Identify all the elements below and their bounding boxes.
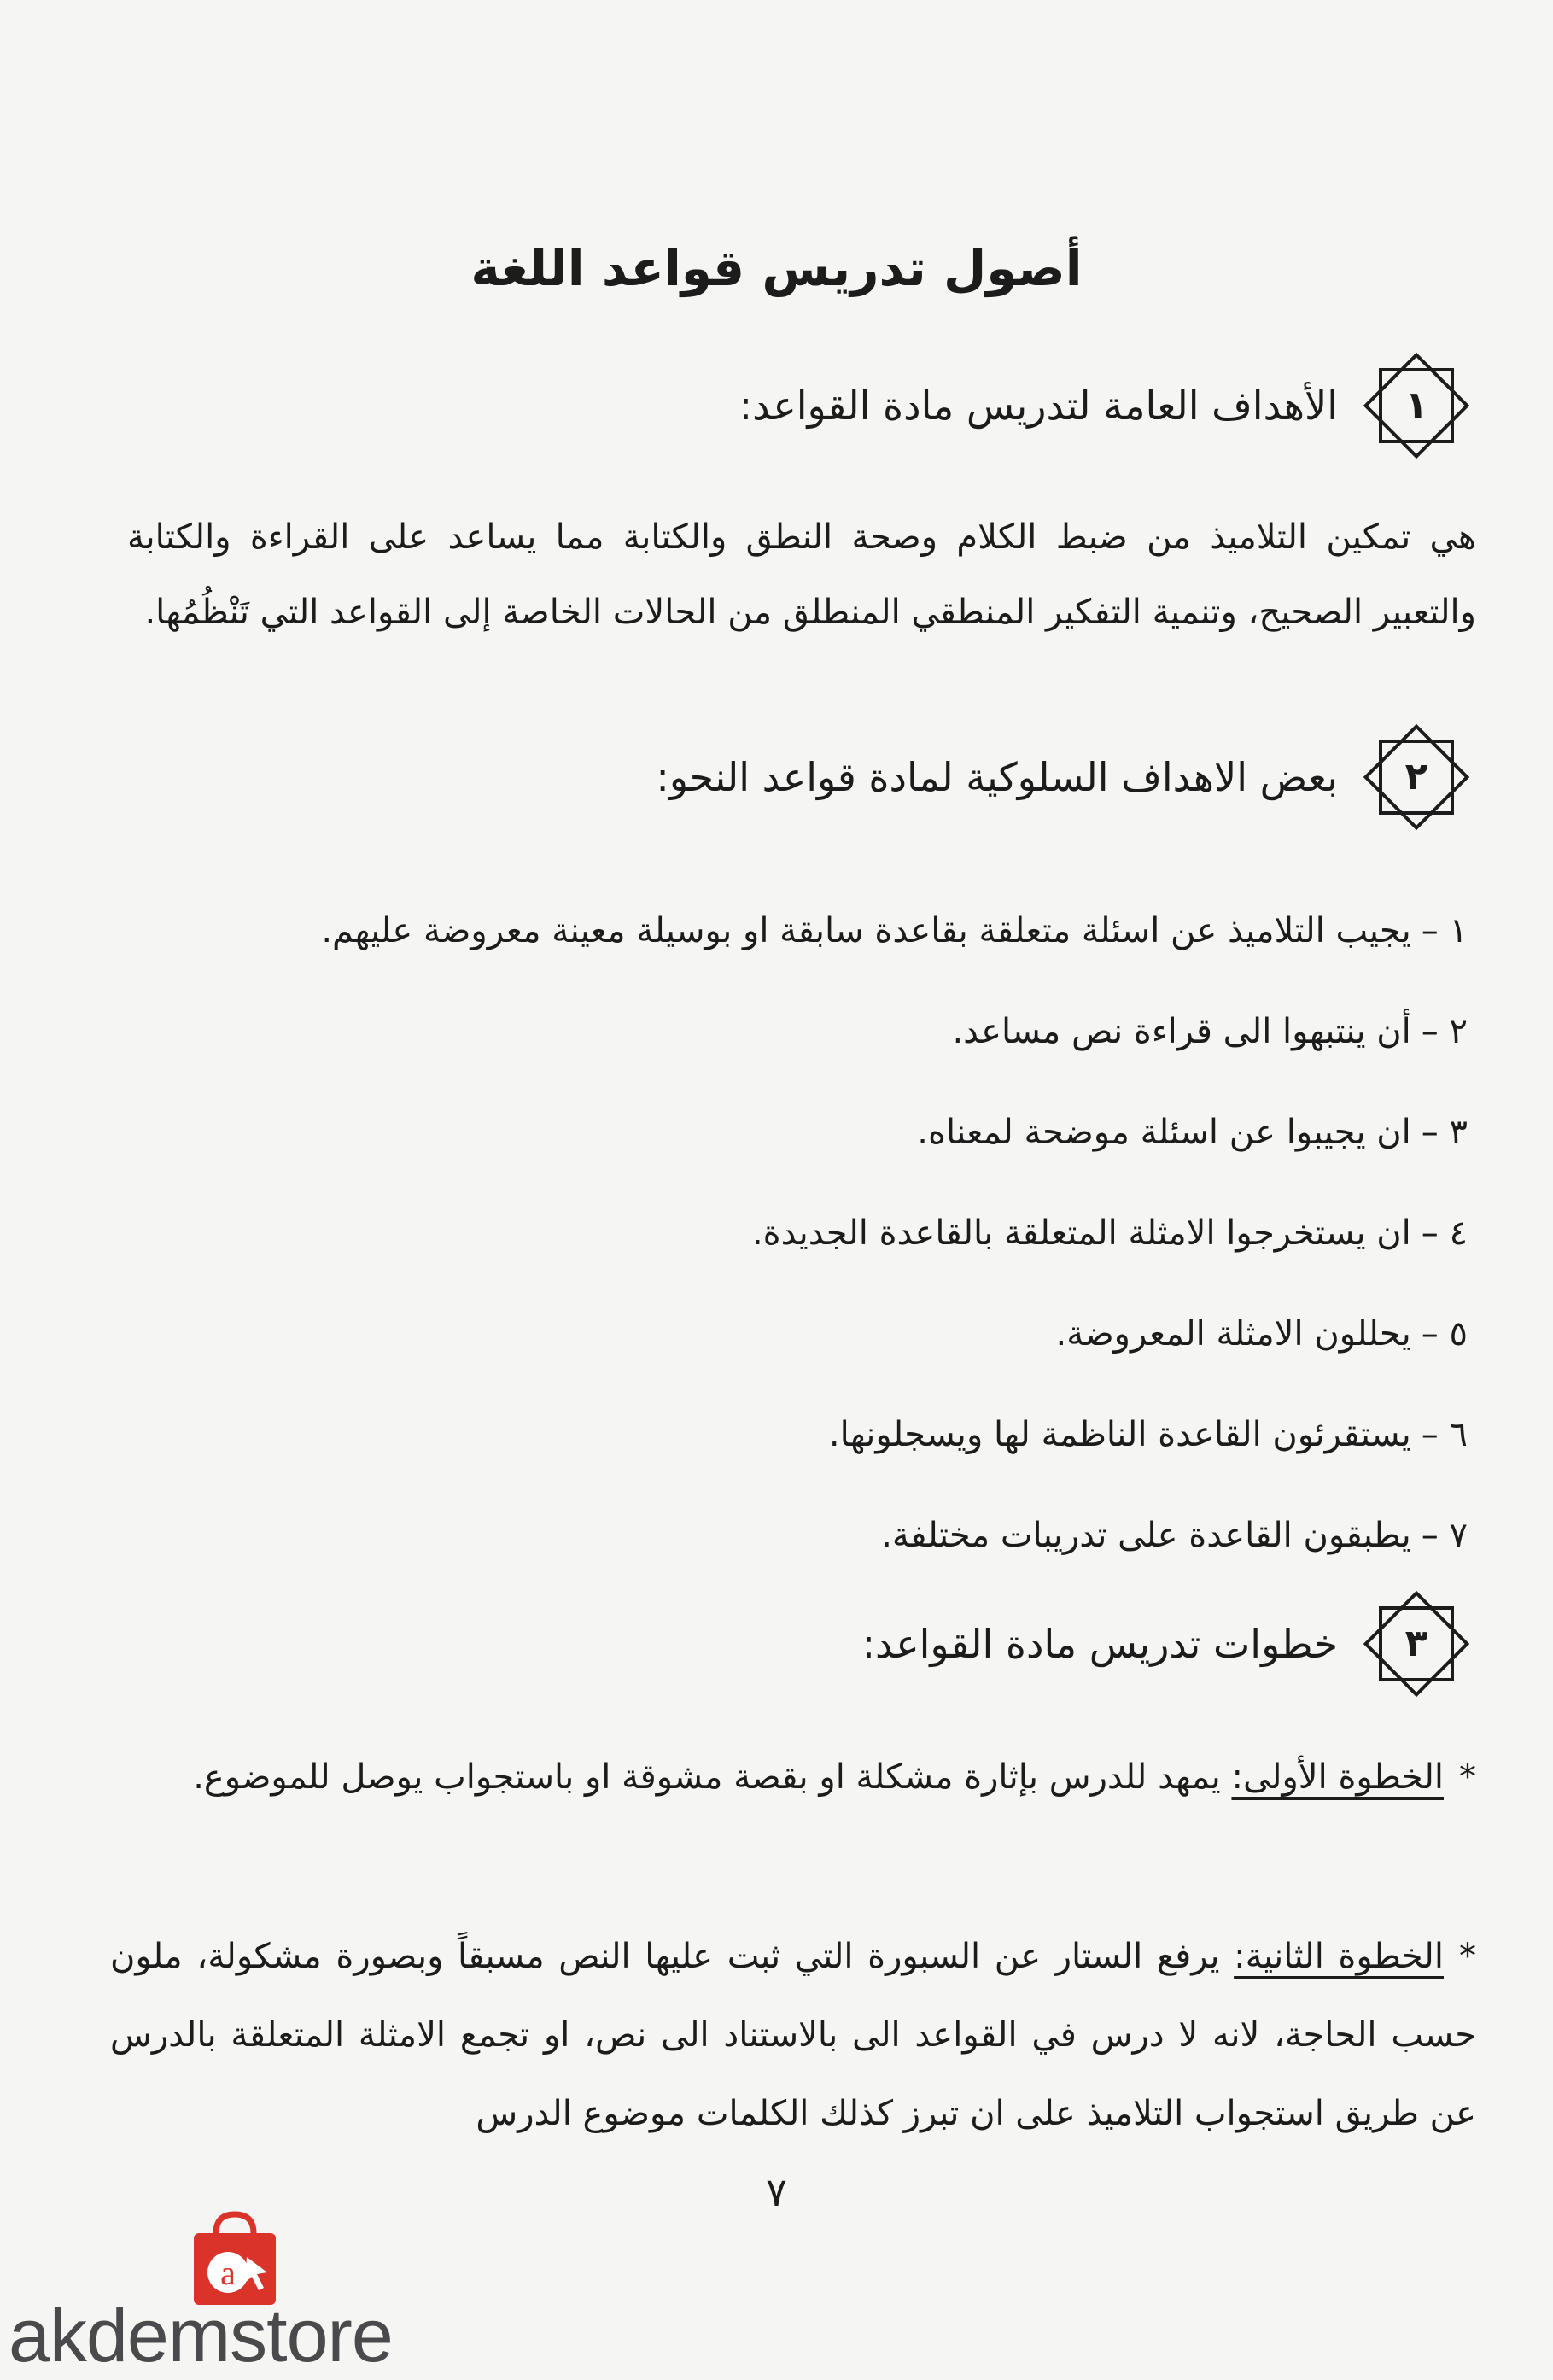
- bullet-star: *: [1459, 1937, 1476, 1976]
- section-1-paragraph: هي تمكين التلاميذ من ضبط الكلام وصحة النطق والكتابة مما يساعد على القراءة والكتابة والتعبير الصحيح، وتنمية التفكير المنطقي المنطلق من الحالات الخاصة إلى القواعد التي تَنْظُمُها.: [127, 518, 1476, 632]
- brand-wordmark: akdemstore: [9, 2293, 393, 2377]
- list-item: ٢ –أن ينتبهوا الى قراءة نص مساعد.: [952, 1012, 1468, 1051]
- akdemstore-watermark: [9, 2203, 487, 2377]
- step-label: الخطوة الثانية:: [1234, 1937, 1444, 1976]
- bullet-star: *: [1459, 1757, 1476, 1797]
- page-title: أصول تدريس قواعد اللغة: [470, 239, 1083, 297]
- step-1: [110, 1738, 1476, 1816]
- section-3-heading: [862, 1584, 1476, 1704]
- star-badge-icon: [1357, 1584, 1476, 1704]
- star-badge-icon: [1357, 346, 1476, 465]
- list-item: ٦ –يستقرئون القاعدة الناظمة لها ويسجلونها.: [828, 1415, 1468, 1454]
- section-3-number: ٣: [1404, 1622, 1428, 1665]
- svg-text:a: a: [220, 2254, 236, 2292]
- list-item: ٣ –ان يجيبوا عن اسئلة موضحة لمعناه.: [917, 1113, 1468, 1152]
- section-2-title: بعض الاهداف السلوكية لمادة قواعد النحو:: [656, 754, 1338, 800]
- step-label: الخطوة الأولى:: [1231, 1757, 1444, 1797]
- section-1-title: الأهداف العامة لتدريس مادة القواعد:: [739, 383, 1338, 429]
- list-item: ٧ –يطبقون القاعدة على تدريبات مختلفة.: [881, 1516, 1468, 1555]
- section-2-number: ٢: [1404, 755, 1428, 798]
- list-item: ٤ –ان يستخرجوا الامثلة المتعلقة بالقاعدة الجديدة.: [751, 1213, 1468, 1253]
- step-text: يمهد للدرس بإثارة مشكلة او بقصة مشوقة او باستجواب يوصل للموضوع.: [193, 1757, 1221, 1797]
- section-1-heading: [739, 346, 1476, 465]
- objectives-list: [187, 897, 1468, 1602]
- step-text: يرفع الستار عن السبورة التي ثبت عليها النص مسبقاً وبصورة مشكولة، ملون حسب الحاجة، لانه لا درس في القواعد الى بالاستناد الى نص، او تجمع الامثلة المتعلقة بالدرس عن طريق استجواب التلاميذ على ان تبرز كذلك الكلمات موضوع الدرس: [110, 1937, 1476, 2133]
- section-2-heading: [656, 717, 1476, 837]
- star-badge-icon: [1357, 717, 1476, 837]
- step-2: [110, 1917, 1476, 2153]
- section-3-title: خطوات تدريس مادة القواعد:: [861, 1621, 1338, 1667]
- section-1-number: ١: [1404, 383, 1428, 427]
- list-item: ٥ –يحللون الامثلة المعروضة.: [1055, 1314, 1468, 1354]
- list-item: ١ –يجيب التلاميذ عن اسئلة متعلقة بقاعدة سابقة او بوسيلة معينة معروضة عليهم.: [321, 911, 1468, 950]
- page-number: ٧: [766, 2169, 787, 2215]
